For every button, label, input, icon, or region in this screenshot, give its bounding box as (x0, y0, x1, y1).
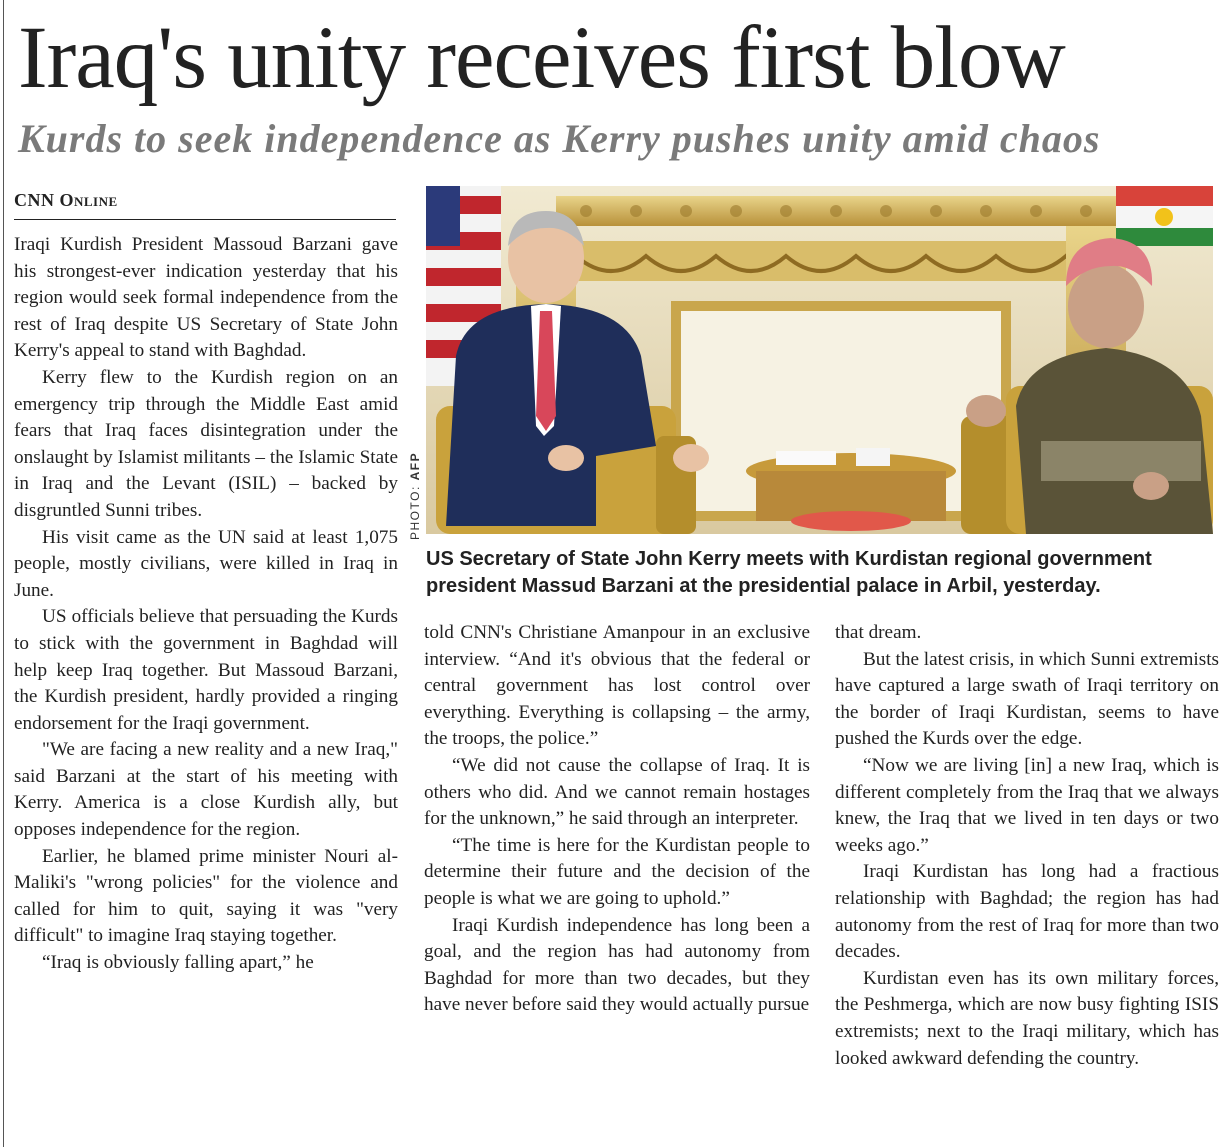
headline: Iraq's unity receives first blow (18, 9, 1065, 107)
photo-credit-label: PHOTO: (408, 480, 422, 540)
paragraph: But the latest crisis, in which Sunni extremists have captured a large swath of Iraqi territory on the border of Iraqi Kurdistan, seems to have pushed the Kurds over the edge. (835, 648, 1219, 750)
photo-credit (408, 452, 422, 540)
byline-rule (14, 219, 396, 220)
paragraph: “The time is here for the Kurdistan people to determine their future and the decision of the people is what we are going to uphold.” (424, 834, 810, 909)
photo-illustration (426, 186, 1213, 534)
news-photo (426, 186, 1213, 534)
photo-credit-agency: AFP (408, 451, 422, 481)
paragraph: Iraqi Kurdish President Massoud Barzani gave his strongest-ever indication yesterday that his region would seek formal independence from the rest of Iraq despite US Secretary of State John Kerry's appeal to stand with Baghdad. (14, 234, 398, 362)
paragraph: His visit came as the UN said at least 1,075 people, mostly civilians, were killed in Iraq in June. (14, 526, 398, 601)
paragraph: “Now we are living [in] a new Iraq, which is different completely from the Iraq that we always knew, the Iraq that we lived in ten days or two weeks ago.” (835, 754, 1219, 856)
source-byline: CNN Online (14, 190, 118, 210)
article-column-2 (424, 620, 810, 1019)
paragraph: US officials believe that persuading the Kurds to stick with the government in Baghdad will help keep Iraq together. But Massoud Barzani, the Kurdish president, hardly provided a ringing endorsement for the Iraqi government. (14, 606, 398, 734)
paragraph: Earlier, he blamed prime minister Nouri al-Maliki's "wrong policies" for the violence and called for him to quit, saying it was "very difficult" to imagine Iraq staying together. (14, 845, 398, 947)
paragraph: that dream. (835, 622, 922, 643)
paragraph: “Iraq is obviously falling apart,” he (42, 952, 314, 974)
page-edge-rule (3, 0, 4, 1147)
paragraph: Iraqi Kurdistan has long had a fractious relationship with Baghdad; the region has had autonomy from the rest of Iraq for more than two decades. (835, 861, 1219, 963)
paragraph: Kurdistan even has its own military forces, the Peshmerga, which are now busy fighting ISIS extremists; next to the Iraqi military, which has looked awkward defending the country. (835, 967, 1219, 1069)
subhead: Kurds to seek independence as Kerry pushes unity amid chaos (18, 116, 1101, 161)
paragraph: Iraqi Kurdish independence has long been a goal, and the region has had autonomy from Baghdad for more than two decades, but they have never before said they would actually pursue (424, 914, 810, 1016)
photo-caption: US Secretary of State John Kerry meets with Kurdistan regional government president Massud Barzani at the presidential palace in Arbil, yesterday. (426, 548, 1152, 597)
paragraph: told CNN's Christiane Amanpour in an exclusive interview. “And it's obvious that the federal or central government has lost control over everything. Everything is collapsing – the army, the troops, the police.” (424, 622, 810, 750)
article-column-3 (835, 620, 1219, 1072)
paragraph: “We did not cause the collapse of Iraq. It is others who did. And we cannot remain hostages for the unknown,” he said through an interpreter. (424, 754, 810, 830)
article-column-1 (14, 232, 398, 977)
paragraph: "We are facing a new reality and a new Iraq," said Barzani at the start of his meeting with Kerry. America is a close Kurdish ally, but opposes independence for the region. (14, 739, 398, 841)
paragraph: Kerry flew to the Kurdish region on an emergency trip through the Middle East amid fears that Iraq faces disintegration under the onslaught by Islamist militants – the Islamic State in Iraq and the Levant (ISIL) – backed by disgruntled Sunni tribes. (14, 366, 398, 521)
